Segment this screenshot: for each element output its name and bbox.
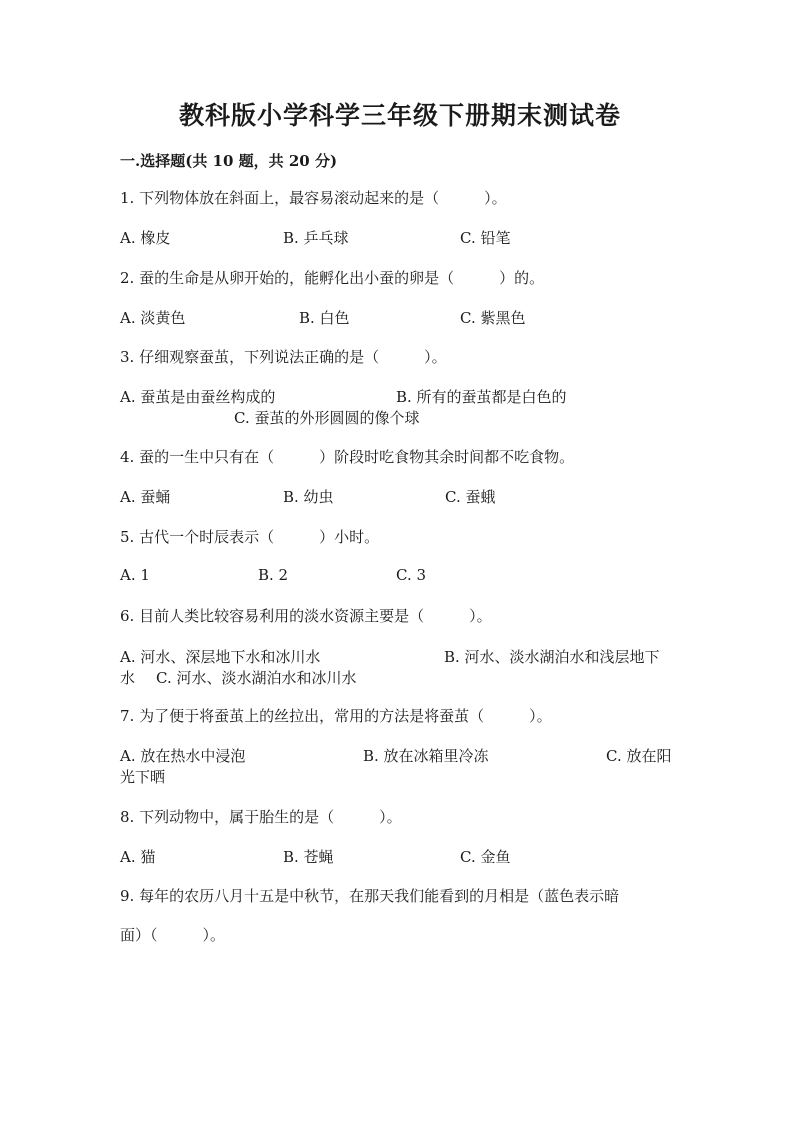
q3-option-a: A. 蚕茧是由蚕丝构成的 [120,388,276,406]
question-2: 2. 蚕的生命是从卵开始的，能孵化出小蚕的卵是（ ）的。 [120,269,545,287]
question-1: 1. 下列物体放在斜面上，最容易滚动起来的是（ ）。 [120,189,507,207]
question-7: 7. 为了便于将蚕茧上的丝拉出，常用的方法是将蚕茧（ ）。 [120,707,552,725]
q5-option-a: A. 1 [120,566,150,584]
q4-option-b: B. 幼虫 [283,488,334,506]
question-9: 9. 每年的农历八月十五是中秋节，在那天我们能看到的月相是（蓝色表示暗 [120,887,620,905]
q8-option-c: C. 金鱼 [460,848,511,866]
q1-option-a: A. 橡皮 [120,229,171,247]
q7-option-c-wrap: 光下晒 [120,768,166,786]
q5-option-b: B. 2 [258,566,289,584]
q6-option-b: B. 河水、淡水湖泊水和浅层地下 [444,648,660,666]
q4-option-c: C. 蚕蛾 [445,488,496,506]
question-6: 6. 目前人类比较容易利用的淡水资源主要是（ ）。 [120,607,492,625]
question-9-continued: 面）（ ）。 [120,926,226,944]
q5-option-c: C. 3 [396,566,427,584]
q2-option-b: B. 白色 [299,309,350,327]
q6-option-c: C. 河水、淡水湖泊水和冰川水 [156,669,357,687]
q6-option-b-wrap: 水 [120,669,136,687]
question-8: 8. 下列动物中，属于胎生的是（ ）。 [120,808,402,826]
q1-option-c: C. 铅笔 [460,229,511,247]
q6-option-a: A. 河水、深层地下水和冰川水 [120,648,321,666]
page-title: 教科版小学科学三年级下册期末测试卷 [178,101,621,130]
q8-option-b: B. 苍蝇 [283,848,334,866]
q3-option-b: B. 所有的蚕茧都是白色的 [396,388,567,406]
q7-option-b: B. 放在冰箱里冷冻 [363,747,489,765]
q2-option-c: C. 紫黑色 [460,309,526,327]
question-5: 5. 古代一个时辰表示（ ）小时。 [120,528,380,546]
q7-option-a: A. 放在热水中浸泡 [120,747,246,765]
q3-option-c: C. 蚕茧的外形圆圆的像个球 [234,409,420,427]
question-3: 3. 仔细观察蚕茧，下列说法正确的是（ ）。 [120,348,447,366]
q1-option-b: B. 乒乓球 [283,229,349,247]
q7-option-c: C. 放在阳 [606,747,672,765]
section-heading: 一.选择题(共 10 题，共 20 分) [120,152,338,170]
question-4: 4. 蚕的一生中只有在（ ）阶段时吃食物其余时间都不吃食物。 [120,448,575,466]
q2-option-a: A. 淡黄色 [120,309,186,327]
q4-option-a: A. 蚕蛹 [120,488,171,506]
q8-option-a: A. 猫 [120,848,156,866]
